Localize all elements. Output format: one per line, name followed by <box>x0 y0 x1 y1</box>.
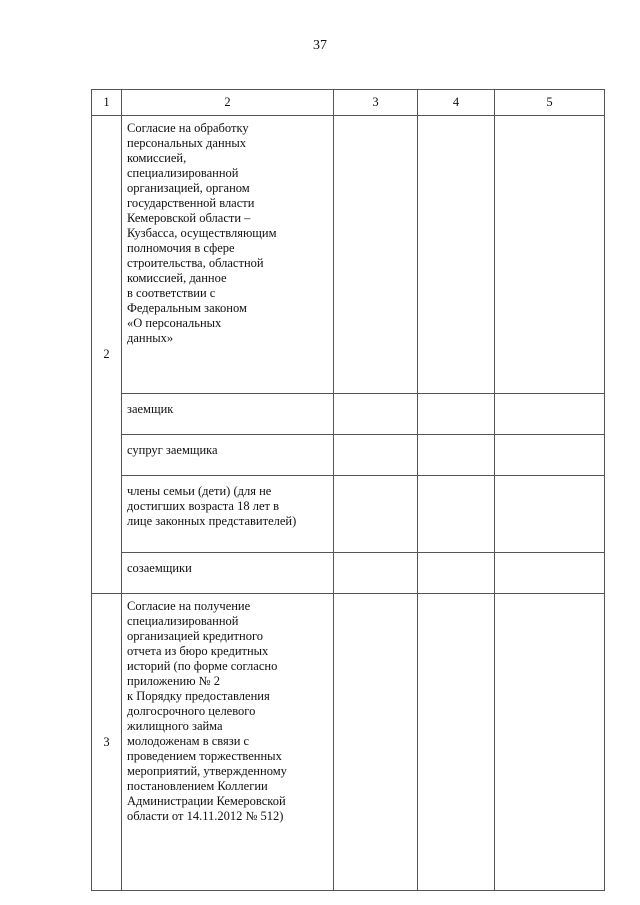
header-col-2: 2 <box>122 90 334 116</box>
table-subrow <box>92 394 605 435</box>
row-number: 2 <box>92 116 122 594</box>
subrow-borrower: заемщик <box>122 394 334 435</box>
empty-cell <box>495 116 605 394</box>
empty-cell <box>334 116 418 394</box>
empty-cell <box>495 553 605 594</box>
row-description: Согласие на получение специализированной организацией кредитного отчета из бюро кредитных историй (по форме согласно приложению № 2 к Порядку предоставления долгосрочного целевого жилищного займа молодоженам в связи с проведением торжественных мероприятий, утвержденному постановлением Коллегии Администрации Кемеровской области от 14.11.2012 № 512) <box>122 594 334 891</box>
row-description: Согласие на обработку персональных данных комиссией, специализированной организацией, органом государственной власти Кемеровской области – Кузбасса, осуществляющим полномочия в сфере строительства, областной комиссией, данное в соответствии с Федеральным законом «О персональных данных» <box>122 116 334 394</box>
empty-cell <box>495 594 605 891</box>
empty-cell <box>334 594 418 891</box>
table-row <box>92 116 605 394</box>
empty-cell <box>418 594 495 891</box>
empty-cell <box>418 435 495 476</box>
table-subrow <box>92 435 605 476</box>
document-table <box>91 89 605 891</box>
empty-cell <box>495 394 605 435</box>
empty-cell <box>334 394 418 435</box>
subrow-family-members: члены семьи (дети) (для не достигших возраста 18 лет в лице законных представителей) <box>122 476 334 553</box>
header-col-3: 3 <box>334 90 418 116</box>
subrow-spouse: супруг заемщика <box>122 435 334 476</box>
page-number: 37 <box>313 38 327 53</box>
header-col-5: 5 <box>495 90 605 116</box>
empty-cell <box>418 553 495 594</box>
table-subrow <box>92 476 605 553</box>
empty-cell <box>495 435 605 476</box>
table-subrow <box>92 553 605 594</box>
header-col-4: 4 <box>418 90 495 116</box>
empty-cell <box>334 553 418 594</box>
header-col-1: 1 <box>92 90 122 116</box>
empty-cell <box>334 476 418 553</box>
table-row <box>92 594 605 891</box>
subrow-co-borrowers: созаемщики <box>122 553 334 594</box>
row-number: 3 <box>92 594 122 891</box>
empty-cell <box>495 476 605 553</box>
table-header-row <box>92 90 605 116</box>
empty-cell <box>418 394 495 435</box>
empty-cell <box>418 476 495 553</box>
empty-cell <box>334 435 418 476</box>
empty-cell <box>418 116 495 394</box>
